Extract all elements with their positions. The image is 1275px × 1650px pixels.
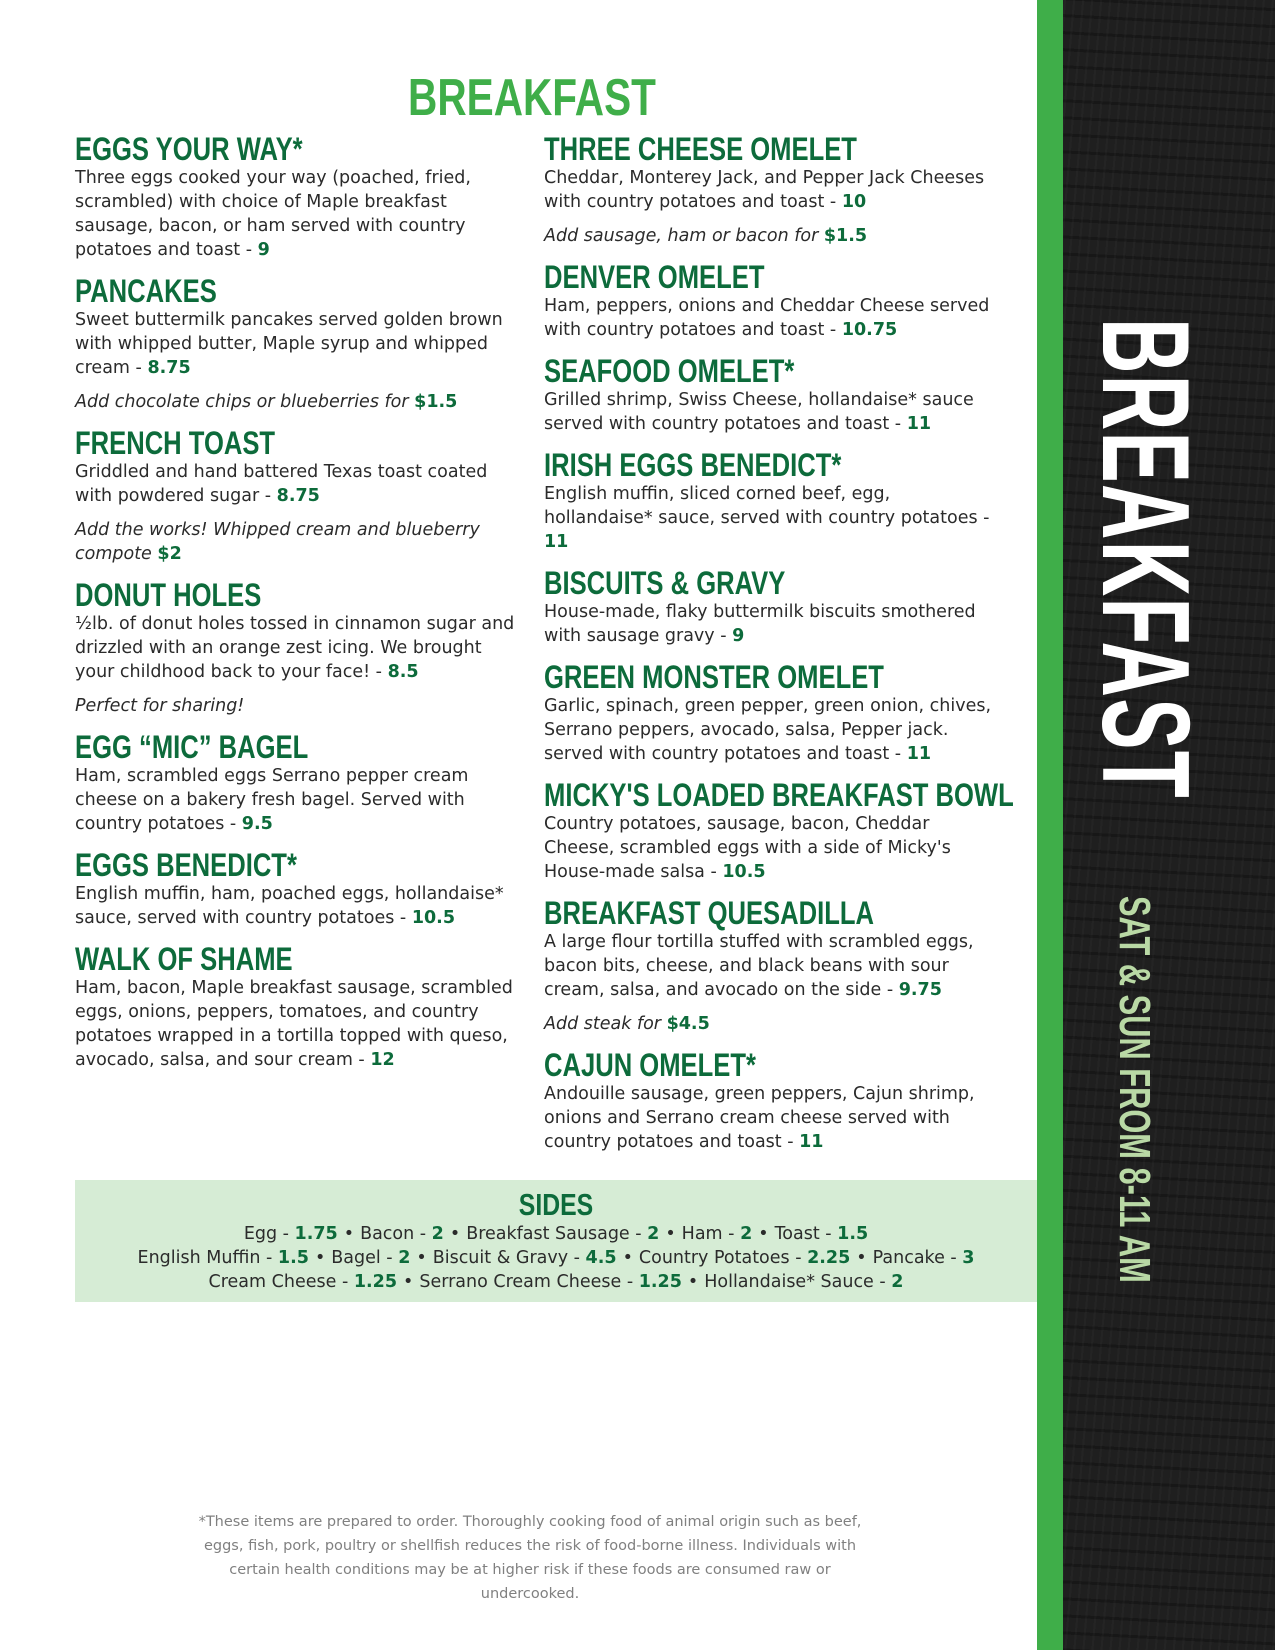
sides-line: Egg - 1.75 • Bacon - 2 • Breakfast Sausage - 2 • Ham - 2 • Toast - 1.5 [243,1224,869,1244]
side-item-price: 1.75 [294,1224,338,1244]
menu-item-description-text: House-made, flaky buttermilk biscuits smothered with sausage gravy - [544,602,976,646]
menu-item [75,730,515,836]
menu-item-description-text: A large flour tortilla stuffed with scrambled eggs, bacon bits, cheese, and black beans with sour cream, salsa, and avocado on the side - [544,932,974,1000]
menu-item-addon-price: $1.5 [823,226,868,246]
menu-item-name: THREE CHEESE OMELET [544,131,857,167]
side-item-price: 2.25 [807,1248,851,1268]
bullet-separator: • [856,1248,867,1268]
menu-item-addon-text: Add the works! Whipped cream and blueberry compote [75,520,480,564]
side-item-price: 4.5 [585,1248,617,1268]
page-title: BREAKFAST [408,69,656,127]
side-item-name: Country Potatoes [638,1248,790,1268]
side-item-name: Bagel [331,1248,381,1268]
menu-item-name: IRISH EGGS BENEDICT* [544,447,842,483]
side-item-price: 1.25 [353,1272,398,1292]
side-item-price: 2 [740,1224,753,1244]
menu-item-price: 9.75 [898,980,942,1000]
menu-item-name: CAJUN OMELET* [544,1047,756,1083]
menu-item [75,426,515,566]
menu-item-description-text: English muffin, sliced corned beef, egg, hollandaise* sauce, served with country potatoes - [544,484,990,528]
menu-item-description [75,764,515,836]
menu-item [544,777,1014,884]
side-item-name: Hollandaise* Sauce [704,1272,874,1292]
menu-item [544,260,1004,342]
side-item-name: Ham [681,1224,723,1244]
menu-item-price: 12 [370,1050,395,1070]
menu-item [544,896,1004,1036]
bullet-separator: • [314,1248,326,1268]
menu-item-price: 8.75 [276,486,320,506]
menu-item-description-text: Garlic, spinach, green pepper, green onion, chives, Serrano peppers, avocado, salsa, Pepper jack. served with country potatoes and toast - [544,696,992,764]
bullet-separator: • [622,1248,633,1268]
side-item-price: 1.25 [638,1272,682,1292]
menu-item [75,942,515,1072]
side-banner-stripe [1037,0,1063,1650]
side-item-price: 3 [962,1248,975,1268]
menu-item-description-text: ½lb. of donut holes tossed in cinnamon sugar and drizzled with an orange zest icing. We brought your childhood back to your face! - [75,614,515,682]
menu-item-description-text: Ham, peppers, onions and Cheddar Cheese served with country potatoes and toast - [544,296,990,340]
menu-item [75,132,515,262]
side-item-name: Cream Cheese [208,1272,337,1292]
menu-item-description [544,294,1004,342]
menu-item-name: WALK OF SHAME [75,941,293,977]
menu-item [75,578,515,718]
menu-item-description [544,1082,1004,1154]
menu-item-description [75,166,515,262]
menu-item [544,132,1004,248]
sides-line: English Muffin - 1.5 • Bagel - 2 • Biscuit & Gravy - 4.5 • Country Potatoes - 2.25 • Pancake - 3 [137,1248,975,1268]
menu-item-addon [75,390,515,414]
side-item-name: Egg [243,1224,278,1244]
menu-item-name: DONUT HOLES [75,577,262,613]
menu-item-price: 9.5 [241,814,273,834]
menu-item-name: BREAKFAST QUESADILLA [544,895,874,931]
sides-list [75,1222,1037,1294]
menu-item-name: BISCUITS & GRAVY [544,565,786,601]
menu-item-description [75,976,515,1072]
menu-item-description [75,882,515,930]
menu-item-name: DENVER OMELET [544,259,765,295]
menu-item-addon-text: Add sausage, ham or bacon for [544,226,819,246]
menu-item [75,274,515,414]
menu-item-price: 11 [906,414,932,434]
menu-item-price: 10 [841,192,867,212]
side-banner-hours: SAT & SUN FROM 8-11 AM [1110,896,1159,1283]
menu-item [544,660,1004,766]
side-banner-title: BREAKFAST [1076,318,1214,800]
menu-item-addon-price: $1.5 [414,392,458,412]
menu-item-description [544,812,1004,884]
menu-item-description [75,460,515,508]
right-menu-column [544,131,1014,1166]
bullet-separator: • [343,1224,355,1244]
menu-item-name: MICKY'S LOADED BREAKFAST BOWL [544,777,1014,813]
menu-item-description [544,482,1004,554]
left-menu-column [75,132,515,1084]
side-item-name: Breakfast Sausage [466,1224,630,1244]
bullet-separator: • [758,1224,769,1244]
menu-item-description-text: Country potatoes, sausage, bacon, Cheddar Cheese, scrambled eggs with a side of Micky's House-made salsa - [544,814,951,882]
menu-item-price: 9 [732,626,745,646]
menu-item-description-text: Andouille sausage, green peppers, Cajun shrimp, onions and Serrano cream cheese served with country potatoes and toast - [544,1084,975,1152]
side-item-price: 2 [891,1272,904,1292]
menu-item-description-text: Sweet buttermilk pancakes served golden brown with whipped butter, Maple syrup and whipped cream - [75,310,503,378]
menu-item [75,848,515,930]
menu-item-name: SEAFOOD OMELET* [544,353,795,389]
menu-item-description [544,166,1004,214]
menu-item-price: 11 [799,1132,824,1152]
menu-item-price: 10.5 [411,908,455,928]
menu-item-description [544,600,1004,648]
menu-item-description-text: Ham, scrambled eggs Serrano pepper cream cheese on a bakery fresh bagel. Served with country potatoes - [75,766,469,834]
menu-item-price: 8.5 [387,662,419,682]
menu-item-price: 11 [544,532,569,552]
bullet-separator: • [687,1272,699,1292]
menu-item-addon-text: Perfect for sharing! [75,696,245,716]
bullet-separator: • [416,1248,427,1268]
menu-item-addon-text: Add steak for [544,1014,661,1034]
side-item-price: 2 [431,1224,444,1244]
menu-item-description [544,930,1004,1002]
side-item-price: 1.5 [277,1248,309,1268]
menu-item-addon [75,518,515,566]
side-item-name: English Muffin [137,1248,261,1268]
menu-item-addon-price: $4.5 [666,1014,710,1034]
side-item-price: 2 [398,1248,411,1268]
menu-item-description [544,388,1004,436]
menu-item-name: GREEN MONSTER OMELET [544,659,884,695]
menu-item-description [544,694,1004,766]
side-item-name: Serrano Cream Cheese [419,1272,622,1292]
menu-item-name: FRENCH TOAST [75,425,276,461]
side-item-price: 1.5 [837,1224,869,1244]
bullet-separator: • [665,1224,676,1244]
menu-item-name: EGG “MIC” BAGEL [75,729,309,765]
menu-item-price: 9 [257,240,270,260]
sides-line: Cream Cheese - 1.25 • Serrano Cream Cheese - 1.25 • Hollandaise* Sauce - 2 [208,1272,904,1292]
bullet-separator: • [403,1272,414,1292]
bullet-separator: • [449,1224,461,1244]
disclaimer-text: *These items are prepared to order. Thoroughly cooking food of animal origin such as beef, eggs, fish, pork, poultry or shellfish reduces the risk of food-borne illness. Individuals with certain health conditions may be at higher risk if these foods are consumed raw or undercooked. [198,1514,862,1602]
side-item-name: Pancake [872,1248,945,1268]
menu-item-price: 8.75 [147,358,191,378]
menu-item-addon [544,224,1004,248]
menu-item-description-text: Grilled shrimp, Swiss Cheese, hollandaise* sauce served with country potatoes and toast - [544,390,974,434]
menu-item-description [75,308,515,380]
menu-item-name: PANCAKES [75,273,217,309]
menu-item-addon-price: $2 [157,544,182,564]
menu-item [544,1048,1004,1154]
menu-item [544,448,1004,554]
side-banner [1075,318,1215,1338]
sides-title: SIDES [518,1187,594,1222]
menu-item-price: 10.75 [841,320,898,340]
menu-item-description-text: English muffin, ham, poached eggs, hollandaise* sauce, served with country potatoes - [75,884,504,928]
menu-item-addon [75,694,515,718]
menu-item-description [75,612,515,684]
menu-item-addon-text: Add chocolate chips or blueberries for [75,392,409,412]
menu-item [544,566,1004,648]
side-item-price: 2 [647,1224,660,1244]
sides-section [75,1180,1037,1302]
menu-item-price: 11 [906,744,932,764]
side-item-name: Bacon [360,1224,415,1244]
menu-item-name: EGGS YOUR WAY* [75,131,303,167]
menu-item-description-text: Ham, bacon, Maple breakfast sausage, scrambled eggs, onions, peppers, tomatoes, and country potatoes wrapped in a tortilla topped with queso, avocado, salsa, and sour cream - [75,978,513,1070]
side-item-name: Biscuit & Gravy [432,1248,569,1268]
menu-item-name: EGGS BENEDICT* [75,847,297,883]
menu-item-description-text: Griddled and hand battered Texas toast coated with powdered sugar - [75,462,488,506]
menu-item-description-text: Cheddar, Monterey Jack, and Pepper Jack Cheeses with country potatoes and toast - [544,168,985,212]
menu-item-addon [544,1012,1004,1036]
menu-item-description-text: Three eggs cooked your way (poached, fried, scrambled) with choice of Maple breakfast sausage, bacon, or ham served with country potatoes and toast - [75,168,471,260]
menu-item [544,354,1004,436]
menu-item-price: 10.5 [722,862,766,882]
side-item-name: Toast [774,1224,820,1244]
